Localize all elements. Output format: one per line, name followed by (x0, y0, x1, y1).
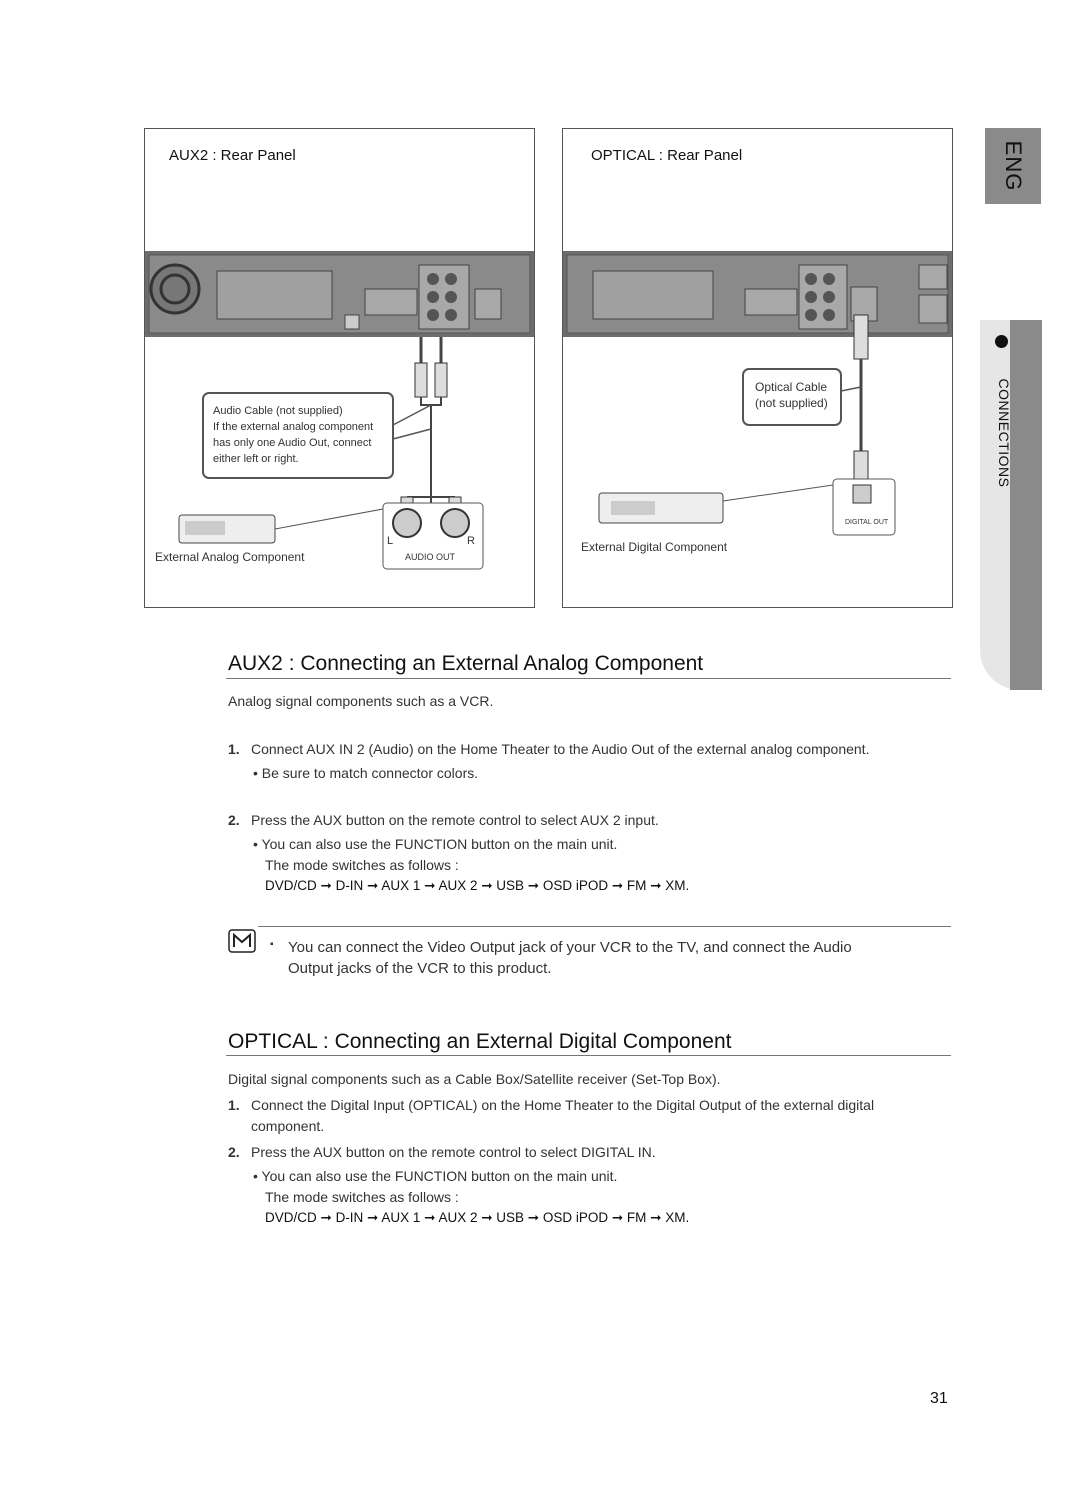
section1-step2-bullet: • You can also use the FUNCTION button on the main unit. (253, 836, 618, 852)
bullet-dot-icon (995, 335, 1008, 348)
section2-step1: Connect the Digital Input (OPTICAL) on the Home Theater to the Digital Output of the external digital (251, 1097, 875, 1113)
section1-heading: AUX2 : Connecting an External Analog Component (228, 652, 704, 675)
step-number: 1. (228, 741, 240, 757)
section-tab (1010, 320, 1042, 690)
section2-mode-text: The mode switches as follows : (265, 1189, 459, 1205)
note-line: You can connect the Video Output jack of your VCR to the TV, and connect the Audio (288, 939, 852, 956)
optical-diagram-panel (562, 128, 953, 608)
digital-out-label: DIGITAL OUT (845, 519, 889, 526)
section1-rule (226, 678, 951, 679)
section2-step2: Press the AUX button on the remote control to select DIGITAL IN. (251, 1144, 656, 1160)
language-label: ENG (1001, 140, 1026, 192)
section1-step1: Connect AUX IN 2 (Audio) on the Home Theater to the Audio Out of the external analog component. (251, 741, 870, 757)
note-icon (228, 929, 256, 953)
analog-component-label: External Analog Component (155, 550, 305, 564)
section1-mode-sequence: DVD/CD ➞ D-IN ➞ AUX 1 ➞ AUX 2 ➞ USB ➞ OSD iPOD ➞ FM ➞ XM. (265, 878, 690, 893)
optical-diagram-illustration (563, 129, 952, 607)
section1-step2: Press the AUX button on the remote control to select AUX 2 input. (251, 812, 659, 828)
section2-step2-bullet: • You can also use the FUNCTION button on the main unit. (253, 1168, 618, 1184)
callout-line: has only one Audio Out, connect (213, 437, 372, 449)
callout-line: (not supplied) (755, 396, 828, 410)
callout-line: Optical Cable (755, 380, 828, 394)
callout-line: Audio Cable (not supplied) (213, 405, 343, 417)
section1-step1-bullet: • Be sure to match connector colors. (253, 765, 479, 781)
section2-mode-sequence: DVD/CD ➞ D-IN ➞ AUX 1 ➞ AUX 2 ➞ USB ➞ OSD iPOD ➞ FM ➞ XM. (265, 1210, 690, 1225)
note-line: Output jacks of the VCR to this product. (288, 960, 552, 977)
jack-right-label: R (467, 535, 475, 547)
aux2-diagram-illustration (145, 129, 534, 607)
section1-mode-text: The mode switches as follows : (265, 857, 459, 873)
section1-intro: Analog signal components such as a VCR. (228, 693, 494, 709)
section-label-group (994, 335, 1014, 488)
step-number: 2. (228, 812, 240, 828)
jack-left-label: L (387, 535, 394, 547)
aux2-panel-title: AUX2 : Rear Panel (169, 147, 296, 164)
language-tab (985, 128, 1041, 204)
aux2-callout-text (213, 403, 393, 467)
section2-rule (226, 1055, 951, 1056)
digital-component-label: External Digital Component (581, 540, 728, 554)
aux2-diagram-panel (144, 128, 535, 608)
note-rule (258, 926, 951, 927)
step-number: 1. (228, 1097, 240, 1113)
step-number: 2. (228, 1144, 240, 1160)
section2-intro: Digital signal components such as a Cable Box/Satellite receiver (Set-Top Box). (228, 1071, 721, 1087)
callout-line: either left or right. (213, 453, 299, 465)
optical-panel-title: OPTICAL : Rear Panel (591, 147, 743, 164)
section-label: CONNECTIONS (996, 378, 1012, 488)
section2-step1-cont: component. (251, 1118, 325, 1134)
optical-callout-text (755, 379, 828, 411)
audio-out-label: AUDIO OUT (405, 552, 456, 562)
page-number: 31 (930, 1390, 948, 1407)
callout-line: If the external analog component (213, 421, 374, 433)
note-marker: ▪ (270, 939, 274, 950)
section2-heading: OPTICAL : Connecting an External Digital Component (228, 1030, 732, 1053)
